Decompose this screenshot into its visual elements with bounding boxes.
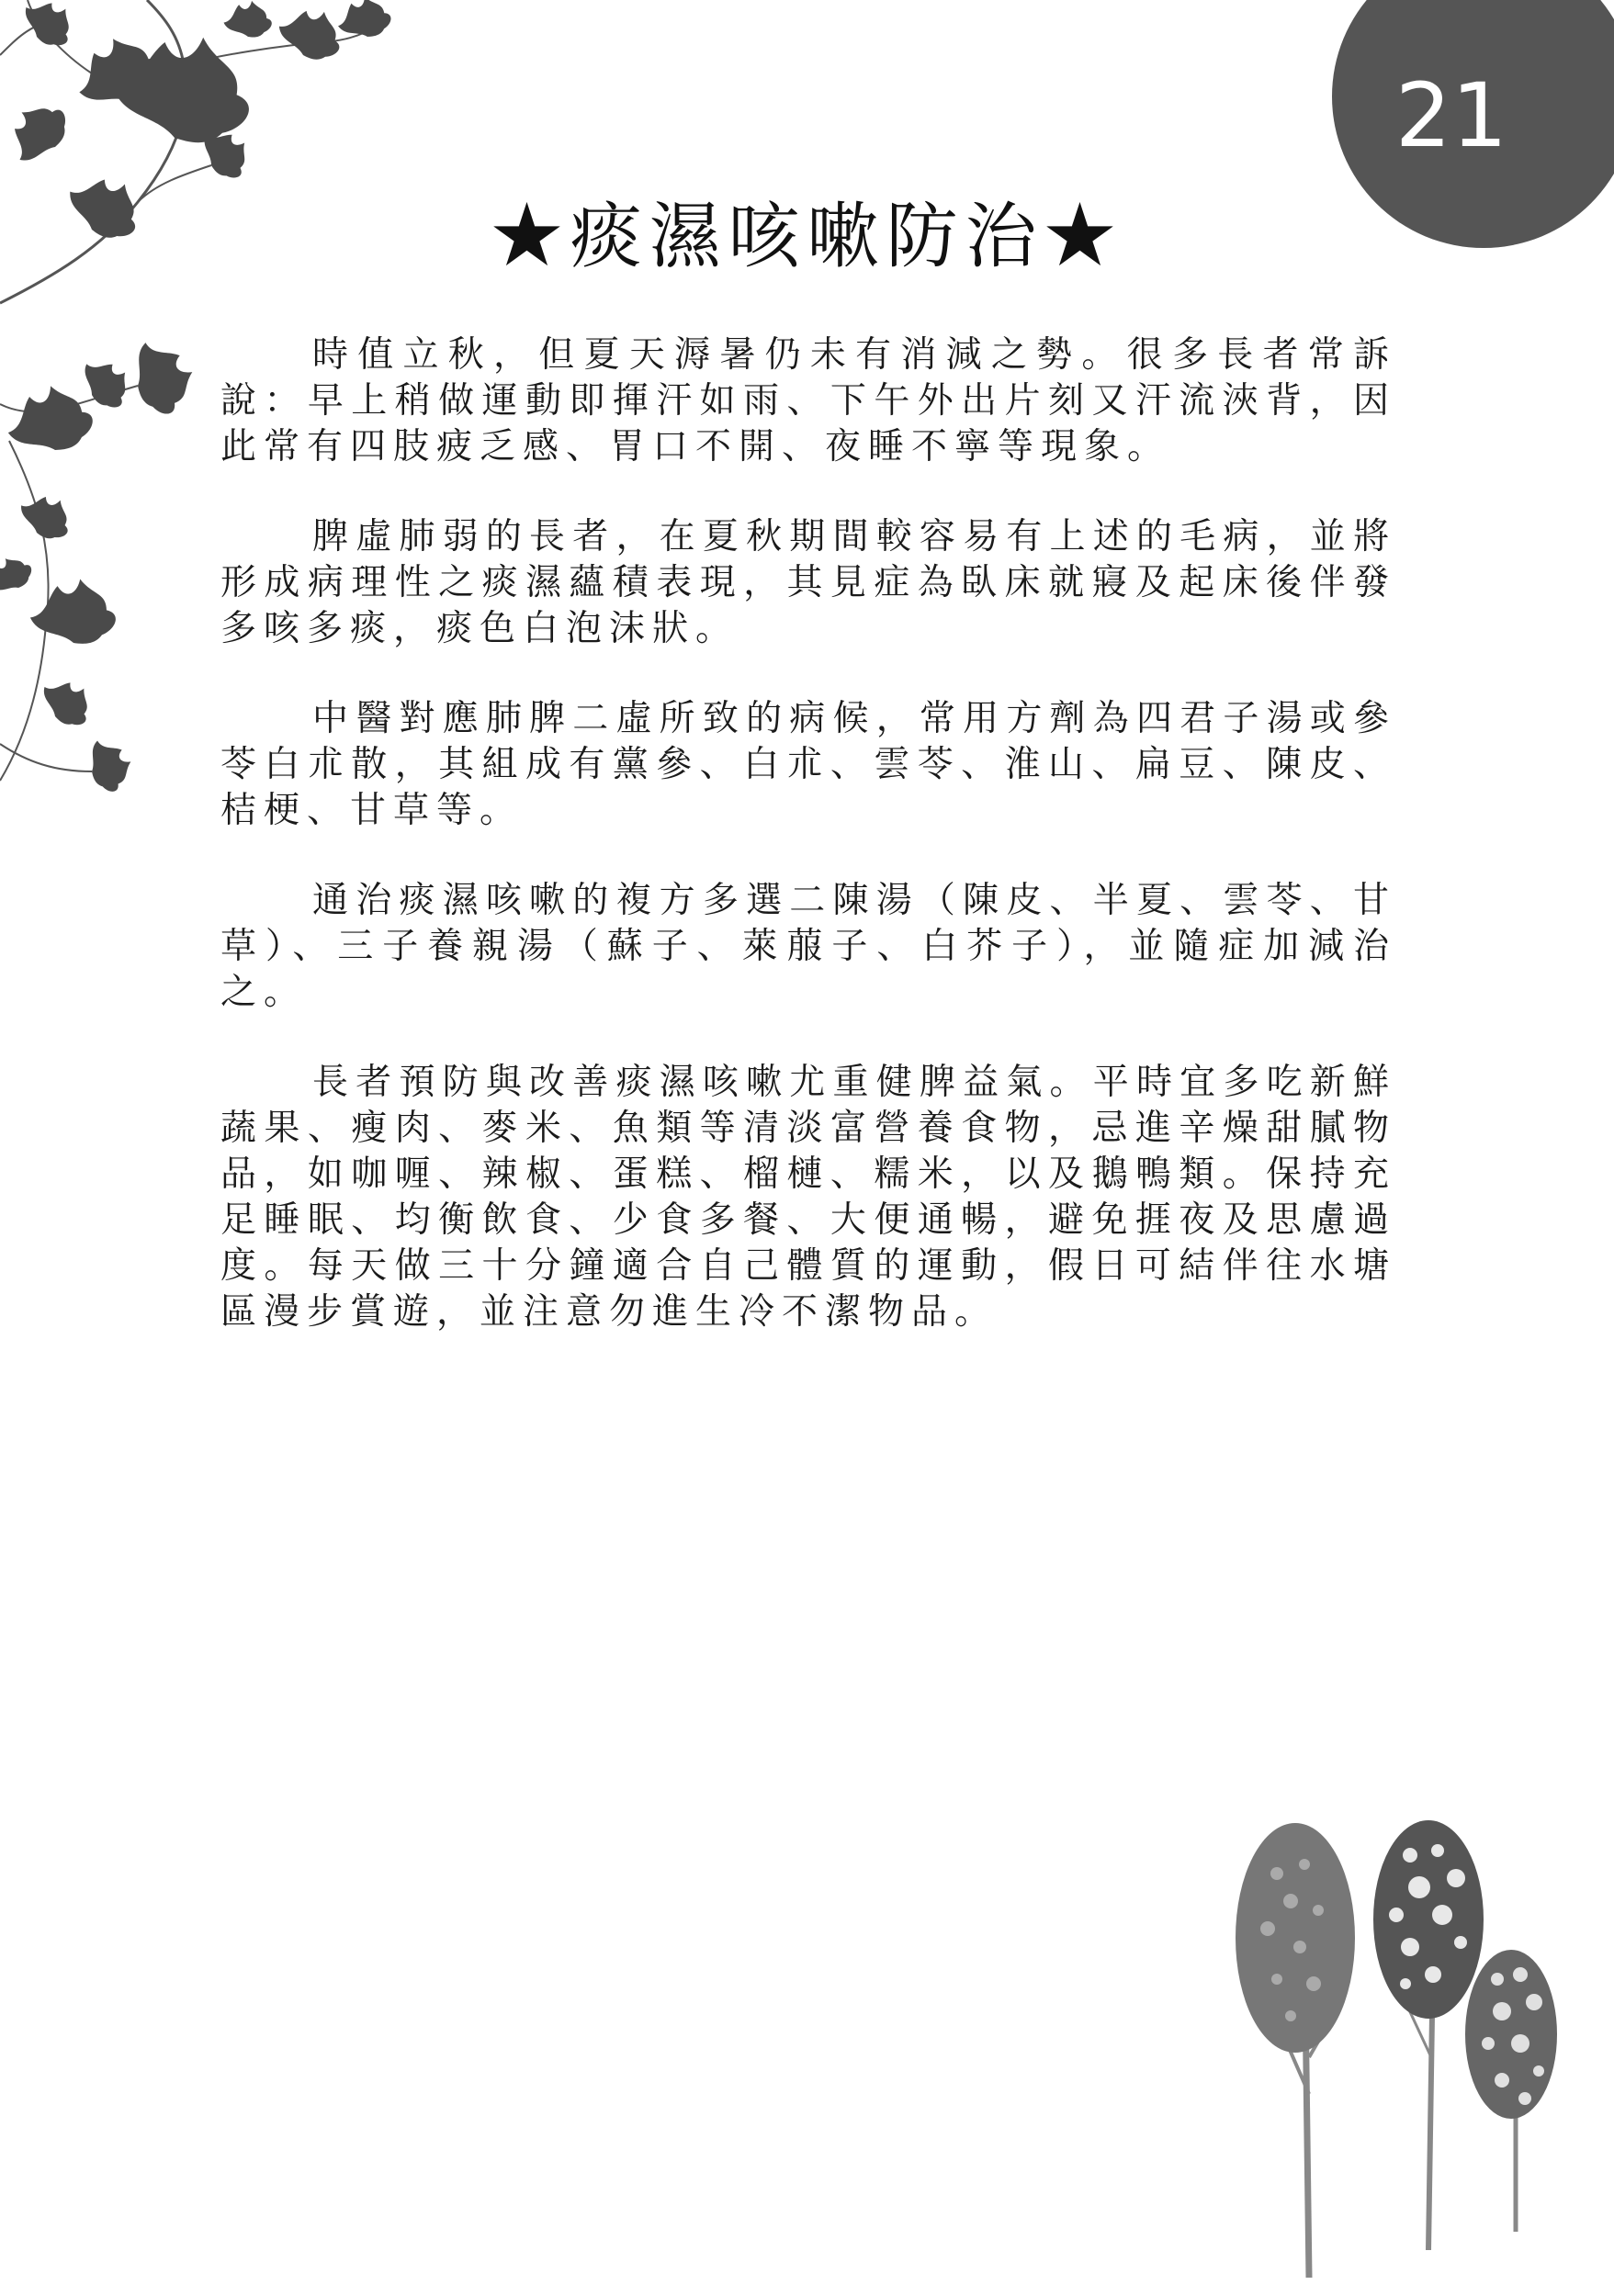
paragraph-5: 長者預防與改善痰濕咳嗽尤重健脾益氣。平時宜多吃新鮮蔬果、瘦肉、麥米、魚類等清淡富營養食物，忌進辛燥甜膩物品，如咖喱、辣椒、蛋糕、榴槤、糯米，以及鵝鴨類。保持充足睡眠、均衡飲食、少食多餐、大便通暢，避免捱夜及思慮過度。每天做三十分鐘適合自己體質的運動，假日可結伴往水塘區漫步賞遊，並注意勿進生冷不潔物品。 <box>220 1062 1396 1333</box>
tree-illustration <box>1222 1818 1571 2296</box>
paragraph-1: 時值立秋，但夏天溽暑仍未有消減之勢。很多長者常訴說：早上稍做運動即揮汗如雨、下午外出片刻又汗流浹背，因此常有四肢疲乏感、胃口不開、夜睡不寧等現象。 <box>220 334 1396 467</box>
page-title: ★痰濕咳嗽防治★ <box>491 196 1123 278</box>
paragraph-2: 脾虛肺弱的長者，在夏秋期間較容易有上述的毛病，並將形成病理性之痰濕蘊積表現，其見症為臥床就寢及起床後伴發多咳多痰，痰色白泡沫狀。 <box>220 516 1396 649</box>
page-number: 21 <box>1394 64 1508 167</box>
paragraph-3: 中醫對應肺脾二虛所致的病候，常用方劑為四君子湯或參苓白朮散，其組成有黨參、白朮、雲苓、淮山、扁豆、陳皮、桔梗、甘草等。 <box>220 698 1396 831</box>
paragraph-4: 通治痰濕咳嗽的複方多選二陳湯（陳皮、半夏、雲苓、甘草）、三子養親湯（蘇子、萊菔子、白芥子），並隨症加減治之。 <box>220 880 1396 1013</box>
article-body <box>220 332 1396 1379</box>
vine-decoration-left <box>0 349 202 827</box>
